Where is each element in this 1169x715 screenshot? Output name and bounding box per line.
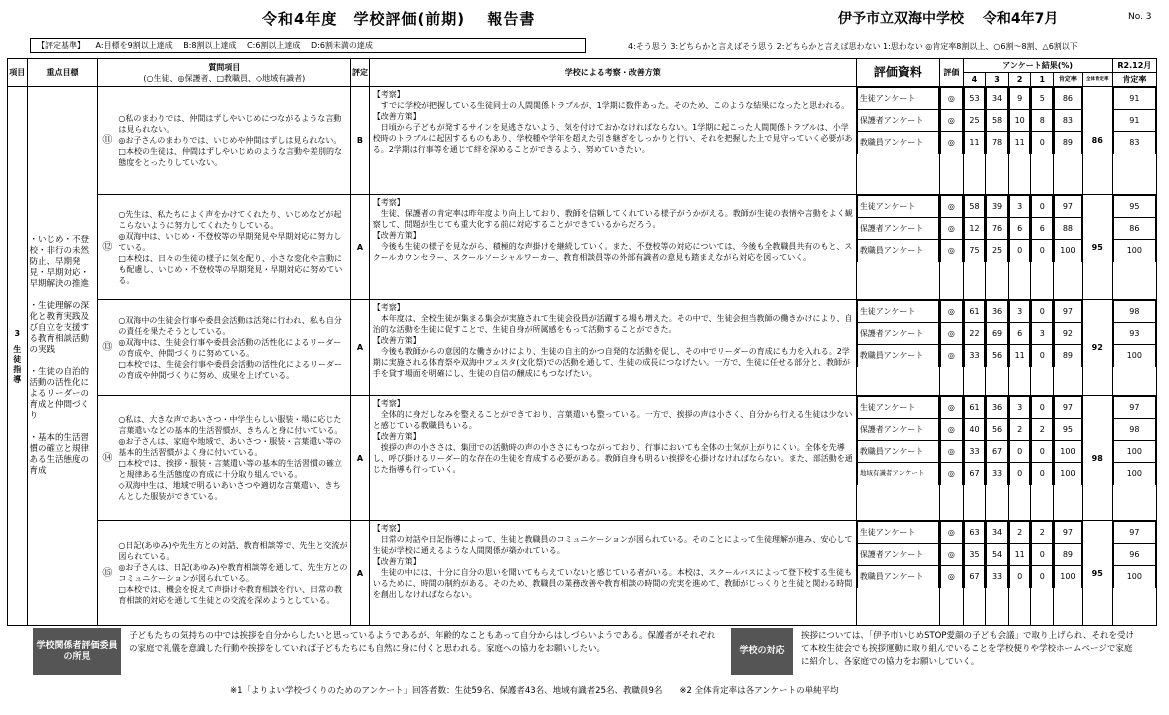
th-results: アンケート結果(%): [963, 59, 1112, 73]
positive-rate-cell: [1054, 521, 1083, 626]
pct-3-cell: [986, 521, 1009, 626]
eval-mark-cell: [940, 300, 964, 396]
material: 生徒アンケート: [857, 88, 938, 110]
pct-4: 61: [964, 397, 985, 419]
material-cell: [856, 521, 939, 626]
pct-4: 61: [964, 301, 985, 323]
material-cell: [856, 87, 939, 195]
positive-rate: 97: [1055, 301, 1082, 323]
material: 保護者アンケート: [857, 419, 938, 441]
pct-3-cell: [986, 300, 1009, 396]
material: 地域有識者アンケート: [857, 463, 938, 485]
material: 教職員アンケート: [857, 345, 938, 367]
positive-rate: 89: [1055, 544, 1082, 566]
pct-4: 33: [964, 345, 985, 367]
pct-1-cell: [1031, 521, 1054, 626]
pct-3: 56: [987, 419, 1008, 441]
pct-2: 11: [1009, 345, 1030, 367]
th-material: 評価資料: [856, 59, 939, 87]
eval-mark: ◎: [941, 240, 963, 262]
overall-positive-rate: 92: [1082, 300, 1112, 396]
th-item: 項目: [8, 59, 28, 87]
eval-mark: ◎: [941, 463, 963, 485]
pct-1-cell: [1031, 300, 1054, 396]
positive-rate: 89: [1055, 132, 1082, 154]
question-items: [98, 521, 351, 626]
question-number: ⑬: [102, 342, 113, 353]
eval-mark-cell: [940, 396, 964, 521]
pct-3: 33: [987, 566, 1008, 588]
criteria-c: C:6割以上達成: [247, 41, 301, 50]
pct-1: 0: [1032, 132, 1053, 154]
pct-1: 0: [1032, 397, 1053, 419]
question-items: [98, 195, 351, 300]
material: 生徒アンケート: [857, 522, 938, 544]
pct-4: 40: [964, 419, 985, 441]
pct-1-cell: [1031, 195, 1054, 300]
pct-4-cell: [963, 87, 986, 195]
evaluation-table: [7, 58, 1157, 626]
grade: A: [351, 195, 369, 300]
survey-legend: 4:そう思う 3:どちらかと言えばそう思う 2:どちらかと言えば思わない 1:思わない ◎肯定率8割以上、○6割～8割、△6割以下: [628, 42, 1078, 51]
question-items: [98, 396, 351, 521]
pct-2: 0: [1009, 240, 1030, 262]
review-text: 【考察】 日常の対話や日記指導によって、生徒と教職員のコミュニケーションが図られている。そのことによって生徒理解が進み、安心して生徒が学校に通えるような人間関係が築かれている。 【改善方策】 生徒の中には、十分に自分の思いを聞いてもらえていないと感じている者がいる。本校は、スクールバスによって登下校する生徒もいるために、時間の制約がある。そのため、教職員の業務改善や教育相談の時間の充実を進めて、教師がじっくりと生徒と関わる時間を創出しなければならない。: [369, 521, 856, 626]
pct-2-cell: [1008, 195, 1031, 300]
criteria-row: [8, 300, 1157, 396]
pct-2: 0: [1009, 463, 1030, 485]
th-r2-b: 肯定率: [1112, 73, 1156, 87]
question-items: [98, 87, 351, 195]
pct-1: 2: [1032, 522, 1053, 544]
pct-3: 25: [987, 240, 1008, 262]
committee-text: 子どもたちの気持ちの中では挨拶を自分からしたいと思っているようであるが、年齢的なこともあって自分からはしづらいようである。保護者がそれぞれの家庭で礼儀を意識した行動や挨拶をしていれば子どもたちにも自然に身に付くと思われる。家庭への協力をお願いしたい。: [129, 631, 716, 654]
pct-1: 0: [1032, 301, 1053, 323]
positive-rate-cell: [1054, 300, 1083, 396]
th-r2-a: R2.12月: [1112, 59, 1156, 73]
eval-mark: ◎: [941, 323, 963, 345]
th-grade: 評定: [351, 59, 369, 87]
eval-mark: ◎: [941, 566, 963, 588]
positive-rate: 100: [1055, 566, 1082, 588]
criteria-label: 【評定基準】: [37, 41, 85, 50]
pct-2: 10: [1009, 110, 1030, 132]
pct-4: 67: [964, 566, 985, 588]
pct-2-cell: [1008, 87, 1031, 195]
criteria-row: [8, 521, 1157, 626]
pct-1: 2: [1032, 419, 1053, 441]
eval-mark: ◎: [941, 345, 963, 367]
criteria-row: [8, 195, 1157, 300]
pct-3: 34: [987, 88, 1008, 110]
prev-rate: 86: [1113, 218, 1155, 240]
pct-4: 33: [964, 441, 985, 463]
pct-2: 3: [1009, 397, 1030, 419]
pct-4-cell: [963, 521, 986, 626]
material: 生徒アンケート: [857, 196, 938, 218]
positive-rate: 95: [1055, 419, 1082, 441]
criteria-a: A:目標を9割以上達成: [95, 41, 173, 50]
positive-rate: 100: [1055, 463, 1082, 485]
material: 生徒アンケート: [857, 301, 938, 323]
criteria-row: [8, 87, 1157, 195]
eval-mark: ◎: [941, 110, 963, 132]
pct-2: 2: [1009, 419, 1030, 441]
prev-rate: 83: [1113, 132, 1155, 154]
eval-mark: ◎: [941, 522, 963, 544]
pct-2: 6: [1009, 323, 1030, 345]
pct-1-cell: [1031, 396, 1054, 521]
pct-1: 0: [1032, 544, 1053, 566]
pct-2-cell: [1008, 300, 1031, 396]
pct-3: 34: [987, 522, 1008, 544]
question-number: ⑭: [102, 452, 113, 464]
pct-4: 35: [964, 544, 985, 566]
pct-4-cell: [963, 300, 986, 396]
prev-rate: 100: [1113, 240, 1155, 262]
committee-label: 学校関係者評価委員の所見: [33, 628, 121, 675]
pct-2: 0: [1009, 441, 1030, 463]
criteria-row: [8, 396, 1157, 521]
pct-1-cell: [1031, 87, 1054, 195]
review-text: 【考察】 生徒、保護者の肯定率は昨年度より向上しており、教師を信頼してくれている様子がうかがえる。教師が生徒の表情や言動をよく観察して、問題が生じても重大化する前に対応することができているからだろう。 【改善方策】 今後も生徒の様子を見ながら、積極的な声掛けを継続していく。また、不登校等の対応については、今後も全教職員共有のもと、スクールカウンセラー、スクールソーシャルワーカー、教育相談員等の外部有識者の意見も踏まえながら対応を図っていく。: [369, 195, 856, 300]
question-items: [98, 300, 351, 396]
pct-3: 69: [987, 323, 1008, 345]
prev-rate: 100: [1113, 345, 1155, 367]
pct-3: 36: [987, 397, 1008, 419]
pct-4-cell: [963, 195, 986, 300]
pct-2-cell: [1008, 521, 1031, 626]
pct-2: 3: [1009, 301, 1030, 323]
material: 教職員アンケート: [857, 441, 938, 463]
question-number: ⑫: [102, 241, 113, 253]
question-text: ○先生は、私たちによく声をかけてくれたり、いじめなどが起こらないように努力してくれたりしている。 ◎双海中は、いじめ・不登校等の早期発見や早期対応に努力している。 □本校は、日々の生徒の様子に気を配り、小さな変化や言動にも配慮し、いじめ・不登校等の早期発見・早期対応に努めている。: [118, 209, 343, 285]
material: 保護者アンケート: [857, 110, 938, 132]
grade: A: [351, 396, 369, 521]
th-c4: 4: [963, 73, 986, 87]
pct-4: 58: [964, 196, 985, 218]
page-number: No. 3: [1128, 12, 1152, 22]
prev-rate: 91: [1113, 110, 1155, 132]
th-eval: 評価: [940, 59, 964, 87]
pct-1: 6: [1032, 218, 1053, 240]
prev-rate: 97: [1113, 397, 1155, 419]
grade: A: [351, 300, 369, 396]
eval-mark: ◎: [941, 419, 963, 441]
prev-rate: 98: [1113, 419, 1155, 441]
th-c2: 2: [1008, 73, 1031, 87]
pct-4: 25: [964, 110, 985, 132]
prev-rate-cell: [1112, 300, 1156, 396]
footnote: ※1「よりよい学校づくりのためのアンケート」回答者数：生徒59名、保護者43名、地域有識者25名、教職員9名 ※2 全体肯定率は各アンケートの単純平均: [230, 686, 839, 696]
prev-rate: 100: [1113, 463, 1155, 485]
pct-3-cell: [986, 396, 1009, 521]
pct-2: 2: [1009, 522, 1030, 544]
pct-4: 53: [964, 88, 985, 110]
review-text: 【考察】 本年度は、全校生徒が集まる集会が実施されて生徒会役員が活躍する場も増えた。その中で、生徒会担当教師の働きかけにより、自治的な活動を生徒に促すことで、生徒自身が所属感をもって活動することができた。 【改善方策】 今後も教師からの意図的な働きかけにより、生徒の自主的かつ自発的な活動を促し、その中でリーダーの育成にも力を入れる。2学期に実施される体育祭や双海中フェスタ(文化祭)での活動を通して、生徒の成長につなげたい。一方で、生徒に任せる部分と、教師が手を貸す場面を明確にし、生徒の自信の醸成にもつなげたい。: [369, 300, 856, 396]
prev-rate-cell: [1112, 87, 1156, 195]
question-text: ○双海中の生徒会行事や委員会活動は活発に行われ、私も自分の責任を果たそうとしている。 ◎双海中は、生徒会行事や委員会活動の活性化によるリーダーの育成や、仲間づくりに努めている。 □本校では、生徒会行事や委員会活動の活性化によるリーダーの育成や仲間づくりに努め、成果を上げている。: [118, 315, 342, 380]
material: 教職員アンケート: [857, 132, 938, 154]
th-c3: 3: [986, 73, 1009, 87]
pct-4: 67: [964, 463, 985, 485]
criteria-b: B:8割以上達成: [183, 41, 237, 50]
overall-positive-rate: 95: [1082, 521, 1112, 626]
prev-rate: 91: [1113, 88, 1155, 110]
pct-2: 0: [1009, 566, 1030, 588]
pct-3: 54: [987, 544, 1008, 566]
pct-4: 12: [964, 218, 985, 240]
section-item: [8, 87, 28, 626]
th-review: 学校による考察・改善方策: [369, 59, 856, 87]
positive-rate-cell: [1054, 396, 1083, 521]
eval-mark: ◎: [941, 88, 963, 110]
review-text: 【考察】 すでに学校が把握している生徒同士の人間関係トラブルが、1学期に数件あった。そのため、このような結果になったと思われる。 【改善方策】 日頃から子どもが発するサインを見逃さないよう、気を付けておかなければならない。1学期に起こった人間関係トラブルは、小学校時のトラブルに起因するものもあり、学校種や学年を超えた引き継ぎをしっかりと行い、それを把握した上で見守っていく必要がある。2学期は行事等を通じて絆を深めることができるよう、努めていきたい。: [369, 87, 856, 195]
prev-rate-cell: [1112, 396, 1156, 521]
pct-3: 67: [987, 441, 1008, 463]
focus-goals: ・いじめ・不登校・非行の未然防止、早期発見・早期対応・早期解決の推進 ・生徒理解の深化と教育実践及び自立を支援する教育相談活動の実践 ・生徒の自治的活動の活性化によるリーダーの育成と仲間づくり ・基本的生活習慣の確立と規律ある生活態度の育成: [27, 87, 98, 626]
pct-3-cell: [986, 195, 1009, 300]
th-goal: 重点目標: [27, 59, 98, 87]
pct-1: 0: [1032, 463, 1053, 485]
eval-mark: ◎: [941, 544, 963, 566]
eval-mark: ◎: [941, 301, 963, 323]
material-cell: [856, 396, 939, 521]
prev-rate: 95: [1113, 196, 1155, 218]
material: 生徒アンケート: [857, 397, 938, 419]
material: 保護者アンケート: [857, 218, 938, 240]
prev-rate-cell: [1112, 521, 1156, 626]
material: 保護者アンケート: [857, 323, 938, 345]
overall-positive-rate: 95: [1082, 195, 1112, 300]
positive-rate: 92: [1055, 323, 1082, 345]
prev-rate: 98: [1113, 301, 1155, 323]
pct-1: 0: [1032, 441, 1053, 463]
overall-positive-rate: 98: [1082, 396, 1112, 521]
pct-2: 6: [1009, 218, 1030, 240]
prev-rate-cell: [1112, 195, 1156, 300]
pct-3-cell: [986, 87, 1009, 195]
positive-rate: 97: [1055, 522, 1082, 544]
eval-mark: ◎: [941, 441, 963, 463]
th-overall: 全体肯定率: [1082, 73, 1112, 87]
pct-3: 36: [987, 301, 1008, 323]
positive-rate-cell: [1054, 87, 1083, 195]
overall-positive-rate: 86: [1082, 87, 1112, 195]
pct-3: 56: [987, 345, 1008, 367]
positive-rate: 97: [1055, 397, 1082, 419]
pct-1: 0: [1032, 345, 1053, 367]
positive-rate: 88: [1055, 218, 1082, 240]
material: 保護者アンケート: [857, 544, 938, 566]
eval-mark: ◎: [941, 218, 963, 240]
question-text: ○私は、大きな声であいさつ・中学生らしい服装・場に応じた言葉遣いなどの基本的生活習慣が、きちんと身に付いている。 ◎お子さんは、家庭や地域で、あいさつ・服装・言葉遣い等の基本的生活習慣がよく身に付いている。 □本校では、挨拶・服装・言葉遣い等の基本的生活習慣の確立と規律ある生活態度の育成に十分取り組んでいる。 ◇双海中生は、地域で明るいあいさつや適切な言葉遣い、きちんとした服装ができている。: [118, 415, 343, 501]
positive-rate-cell: [1054, 195, 1083, 300]
question-number: ⑮: [102, 567, 113, 579]
school-response-label: 学校の対応: [731, 628, 793, 675]
pct-2: 9: [1009, 88, 1030, 110]
pct-2-cell: [1008, 396, 1031, 521]
th-c1: 1: [1031, 73, 1054, 87]
school-response-text: 挨拶については、「伊予市いじめSTOP愛顔の子ども会議」で取り上げられ、それを受けて本校生徒会でも挨拶運動に取り組んでいることを学校便りや学校ホームページで家庭に紹介し、各家庭での協力をお願いしていく。: [801, 631, 1134, 667]
grade: A: [351, 521, 369, 626]
pct-4: 63: [964, 522, 985, 544]
positive-rate: 89: [1055, 345, 1082, 367]
positive-rate: 97: [1055, 196, 1082, 218]
eval-mark: ◎: [941, 397, 963, 419]
section-number: 3: [14, 328, 21, 338]
pct-3: 58: [987, 110, 1008, 132]
positive-rate: 83: [1055, 110, 1082, 132]
grade: B: [351, 87, 369, 195]
prev-rate: 97: [1113, 522, 1155, 544]
prev-rate: 96: [1113, 544, 1155, 566]
question-text: ○私のまわりでは、仲間はずしやいじめにつながるような言動は見られない。 ◎お子さんのまわりでは、いじめや仲間はずしは見られない。 □本校の生徒は、仲間はずしやいじめのような言動や差別的な態度をとったりしていない。: [118, 114, 342, 167]
eval-mark-cell: [940, 87, 964, 195]
rating-criteria: [30, 38, 586, 53]
pct-1: 0: [1032, 196, 1053, 218]
pct-1: 3: [1032, 323, 1053, 345]
material-cell: [856, 300, 939, 396]
material-cell: [856, 195, 939, 300]
material: 教職員アンケート: [857, 566, 938, 588]
positive-rate: 86: [1055, 88, 1082, 110]
pct-3: 78: [987, 132, 1008, 154]
eval-mark: ◎: [941, 132, 963, 154]
pct-4: 75: [964, 240, 985, 262]
positive-rate: 100: [1055, 441, 1082, 463]
pct-4: 11: [964, 132, 985, 154]
eval-mark-cell: [940, 195, 964, 300]
positive-rate: 100: [1055, 240, 1082, 262]
bottom-section: [7, 626, 1157, 677]
pct-2: 3: [1009, 196, 1030, 218]
pct-2: 11: [1009, 132, 1030, 154]
section-name: 生徒指導: [12, 344, 22, 385]
pct-1: 8: [1032, 110, 1053, 132]
pct-3: 76: [987, 218, 1008, 240]
pct-2: 11: [1009, 544, 1030, 566]
question-text: ○日記(あゆみ)や先生方との対話、教育相談等で、先生と交流が図られている。 ◎お子さんは、日記(あゆみ)や教育相談等を通して、先生方とのコミュニケーションが図られている。 □本校では、機会を捉えて声掛けや教育相談を行い、日常の教育相談的対応を通して生徒との交流を深めようとしている。: [118, 541, 348, 605]
th-positive: 肯定率: [1054, 73, 1083, 87]
pct-1: 0: [1032, 240, 1053, 262]
question-number: ⑪: [102, 135, 113, 146]
report-title: 令和4年度 学校評価(前期) 報告書: [262, 10, 536, 28]
prev-rate: 100: [1113, 566, 1155, 588]
th-question: 質問項目 (○生徒、◎保護者、□教職員、◇地域有識者): [98, 59, 351, 87]
criteria-d: D:6割未満の達成: [310, 41, 373, 50]
pct-3: 33: [987, 463, 1008, 485]
pct-1: 5: [1032, 88, 1053, 110]
eval-mark-cell: [940, 521, 964, 626]
pct-4-cell: [963, 396, 986, 521]
school-name-date: 伊予市立双海中学校 令和4年7月: [838, 11, 1059, 27]
pct-4: 22: [964, 323, 985, 345]
pct-1: 0: [1032, 566, 1053, 588]
eval-mark: ◎: [941, 196, 963, 218]
prev-rate: 93: [1113, 323, 1155, 345]
pct-3: 39: [987, 196, 1008, 218]
prev-rate: 100: [1113, 441, 1155, 463]
material: 教職員アンケート: [857, 240, 938, 262]
review-text: 【考察】 全体的に身だしなみを整えることができており、言葉遣いも整っている。一方で、挨拶の声は小さく、自分から行える生徒は少ないと感じている教職員もいる。 【改善方策】 挨拶の声の小ささは、集団での活動時の声の小ささにもつながっており、行事においても全体の士気が上がりにくい。全体を先導し、呼び掛けるリーダー的な存在の生徒を育成する必要がある。教師自身も明るい挨拶を心掛けなければならない。また、部活動を通じた指導も行っていく。: [369, 396, 856, 521]
